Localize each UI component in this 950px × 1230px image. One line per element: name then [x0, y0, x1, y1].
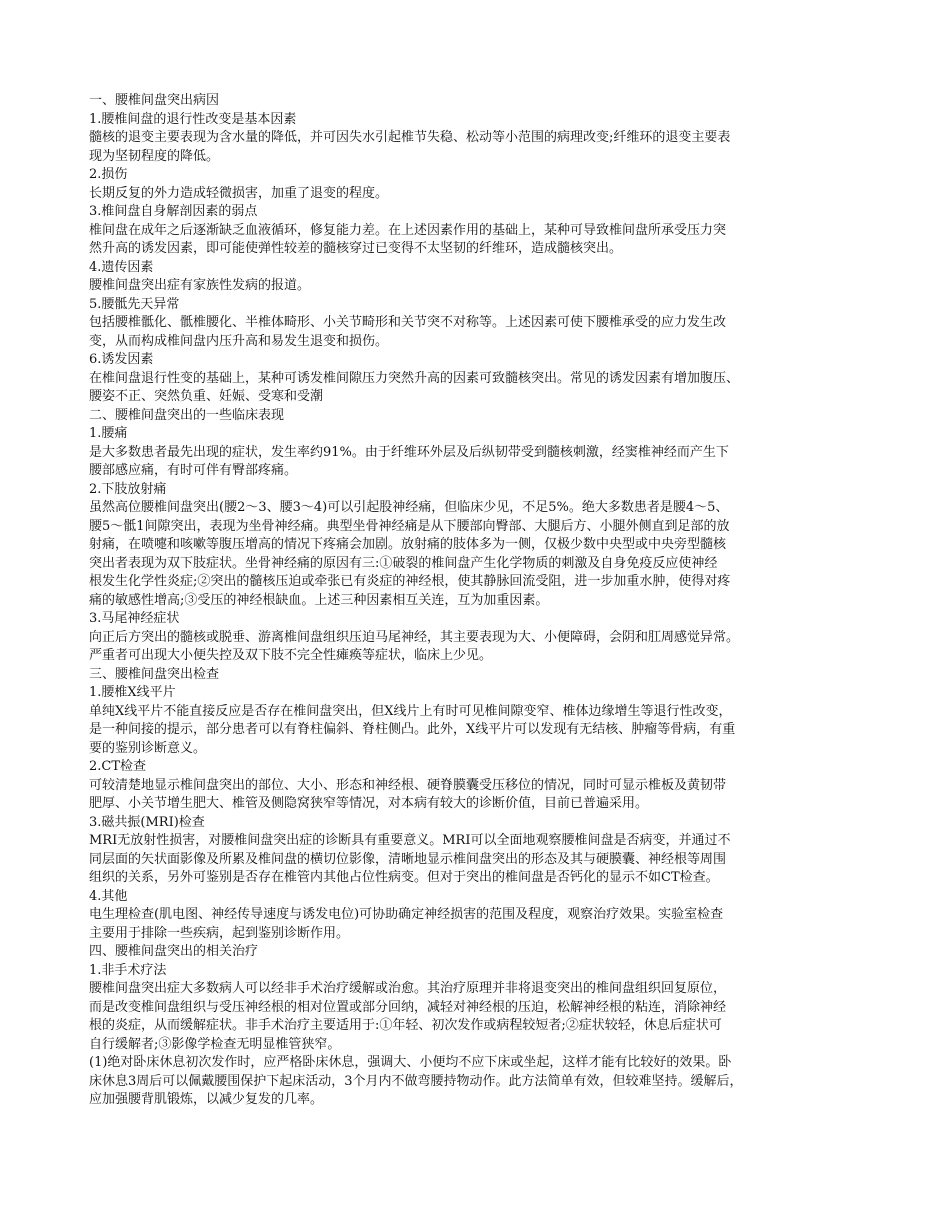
- text-line: 电生理检查(肌电图、神经传导速度与诱发电位)可协助确定神经损害的范围及程度，观察治疗效果。实验室检查: [89, 907, 724, 922]
- text-line: 6.诱发因素: [89, 352, 154, 367]
- text-line: 4.其他: [89, 888, 128, 904]
- text-line: 是大多数患者最先出现的症状，发生率约91%。由于纤维环外层及后纵韧带受到髓核刺激，经窦椎神经而产生下: [89, 444, 729, 460]
- text-line: (1)绝对卧床休息初次发作时，应严格卧床休息，强调大、小便均不应下床或坐起，这样才能有比较好的效果。卧: [89, 1055, 732, 1070]
- text-line: 而是改变椎间盘组织与受压神经根的相对位置或部分回纳，减轻对神经根的压迫，松解神经根的粘连，消除神经: [89, 999, 727, 1015]
- text-line: MRI无放射性损害，对腰椎间盘突出症的诊断具有重要意义。MRI可以全面地观察腰椎间盘是否病变，并通过不: [89, 833, 731, 848]
- text-line: 包括腰椎骶化、骶椎腰化、半椎体畸形、小关节畸形和关节突不对称等。上述因素可使下腰椎承受的应力发生改: [89, 315, 727, 330]
- text-line: 3.椎间盘自身解剖因素的弱点: [89, 204, 258, 219]
- text-line: 要的鉴别诊断意义。: [89, 740, 207, 756]
- text-line: 然升高的诱发因素，即可能使弹性较差的髓核穿过已变得不太坚韧的纤维环，造成髓核突出。: [89, 241, 623, 256]
- text-line: 突出者表现为双下肢症状。坐骨神经痛的原因有三:①破裂的椎间盘产生化学物质的刺激及自身免疫反应使神经: [89, 555, 718, 571]
- text-line: 1.腰椎间盘的退行性改变是基本因素: [89, 111, 297, 127]
- text-line: 向正后方突出的髓核或脱垂、游离椎间盘组织压迫马尾神经，其主要表现为大、小便障碍，会阴和肛周感觉异常。: [89, 629, 740, 645]
- text-line: 痛的敏感性增高;③受压的神经根缺血。上述三种因素相互关连，互为加重因素。: [89, 592, 549, 608]
- text-line: 虽然高位腰椎间盘突出(腰2～3、腰3～4)可以引起股神经痛，但临床少见，不足5%。绝大多数患者是腰4～5、: [89, 500, 729, 515]
- text-line: 2.下肢放射痛: [89, 481, 167, 497]
- text-line: 腰姿不正、突然负重、妊娠、受寒和受潮: [89, 389, 324, 404]
- text-line: 现为坚韧程度的降低。: [89, 148, 220, 164]
- text-line: 肥厚、小关节增生肥大、椎管及侧隐窝狭窄等情况，对本病有较大的诊断价值，目前已普遍采用。: [89, 796, 649, 811]
- text-line: 4.遗传因素: [89, 259, 154, 275]
- text-line: 同层面的矢状面影像及所累及椎间盘的横切位影像，清晰地显示椎间盘突出的形态及其与硬膜囊、神经根等周围: [89, 851, 727, 867]
- text-line: 严重者可出现大小便失控及双下肢不完全性瘫痪等症状，临床上少见。: [89, 648, 493, 663]
- text-line: 主要用于排除一些疾病，起到鉴别诊断作用。: [89, 925, 350, 941]
- text-line: 腰椎间盘突出症有家族性发病的报道。: [89, 278, 311, 293]
- text-line: 组织的关系，另外可鉴别是否存在椎管内其他占位性病变。但对于突出的椎间盘是否钙化的显示不如CT检查。: [89, 870, 719, 885]
- text-line: 腰5～骶1间隙突出，表现为坐骨神经痛。典型坐骨神经痛是从下腰部向臀部、大腿后方、小腿外侧直到足部的放: [89, 518, 730, 534]
- text-line: 1.非手术疗法: [89, 962, 167, 978]
- text-line: 1.腰椎X线平片: [89, 685, 176, 700]
- text-line: 是一种间接的提示，部分患者可以有脊柱偏斜、脊柱侧凸。此外，X线平片可以发现有无结核、肿瘤等骨病，有重: [89, 722, 736, 737]
- text-line: 腰椎间盘突出症大多数病人可以经非手术治疗缓解或治愈。其治疗原理并非将退变突出的椎间盘组织回复原位，: [89, 981, 727, 996]
- text-line: 二、腰椎间盘突出的一些临床表现: [89, 407, 285, 423]
- text-line: 单纯X线平片不能直接反应是否存在椎间盘突出，但X线片上有时可见椎间隙变窄、椎体边缘增生等退行性改变，: [89, 703, 732, 719]
- text-line: 可较清楚地显示椎间盘突出的部位、大小、形态和神经根、硬脊膜囊受压移位的情况，同时可显示椎板及黄韧带: [89, 777, 727, 793]
- text-line: 长期反复的外力造成轻微损害，加重了退变的程度。: [89, 185, 389, 201]
- text-line: 腰部感应痛，有时可伴有臀部疼痛。: [89, 463, 298, 478]
- text-line: 应加强腰背肌锻炼，以减少复发的几率。: [89, 1092, 324, 1107]
- text-line: 1.腰痛: [89, 426, 128, 441]
- text-line: 3.马尾神经症状: [89, 611, 180, 626]
- text-line: 2.损伤: [89, 167, 128, 182]
- text-line: 床休息3周后可以佩戴腰围保护下起床活动，3个月内不做弯腰持物动作。此方法简单有效，但较难坚持。缓解后，: [89, 1073, 743, 1089]
- text-line: 在椎间盘退行性变的基础上，某种可诱发椎间隙压力突然升高的因素可致髓核突出。常见的诱发因素有增加腹压、: [89, 370, 740, 386]
- text-line: 根发生化学性炎症;②突出的髓核压迫或牵张已有炎症的神经根，使其静脉回流受阻，进一步加重水肿，使得对疼: [89, 574, 731, 589]
- text-line: 三、腰椎间盘突出检查: [89, 666, 220, 682]
- text-line: 根的炎症，从而缓解症状。非手术治疗主要适用于:①年轻、初次发作或病程较短者;②症状较轻，休息后症状可: [89, 1018, 722, 1033]
- text-line: 四、腰椎间盘突出的相关治疗: [89, 944, 259, 959]
- text-line: 5.腰骶先天异常: [89, 296, 180, 312]
- text-line: 椎间盘在成年之后逐渐缺乏血液循环，修复能力差。在上述因素作用的基础上，某种可导致椎间盘所承受压力突: [89, 222, 727, 238]
- text-line: 变，从而构成椎间盘内压升高和易发生退变和损伤。: [89, 333, 389, 349]
- text-line: 自行缓解者;③影像学检查无明显椎管狭窄。: [89, 1036, 341, 1052]
- text-line: 2.CT检查: [89, 759, 147, 774]
- text-line: 一、腰椎间盘突出病因: [89, 93, 220, 108]
- text-line: 射痛，在喷嚏和咳嗽等腹压增高的情况下疼痛会加剧。放射痛的肢体多为一侧，仅极少数中央型或中央旁型髓核: [89, 537, 727, 552]
- text-line: 髓核的退变主要表现为含水量的降低，并可因失水引起椎节失稳、松动等小范围的病理改变;纤维环的退变主要表: [89, 130, 731, 145]
- text-line: 3.磁共振(MRI)检查: [89, 814, 205, 830]
